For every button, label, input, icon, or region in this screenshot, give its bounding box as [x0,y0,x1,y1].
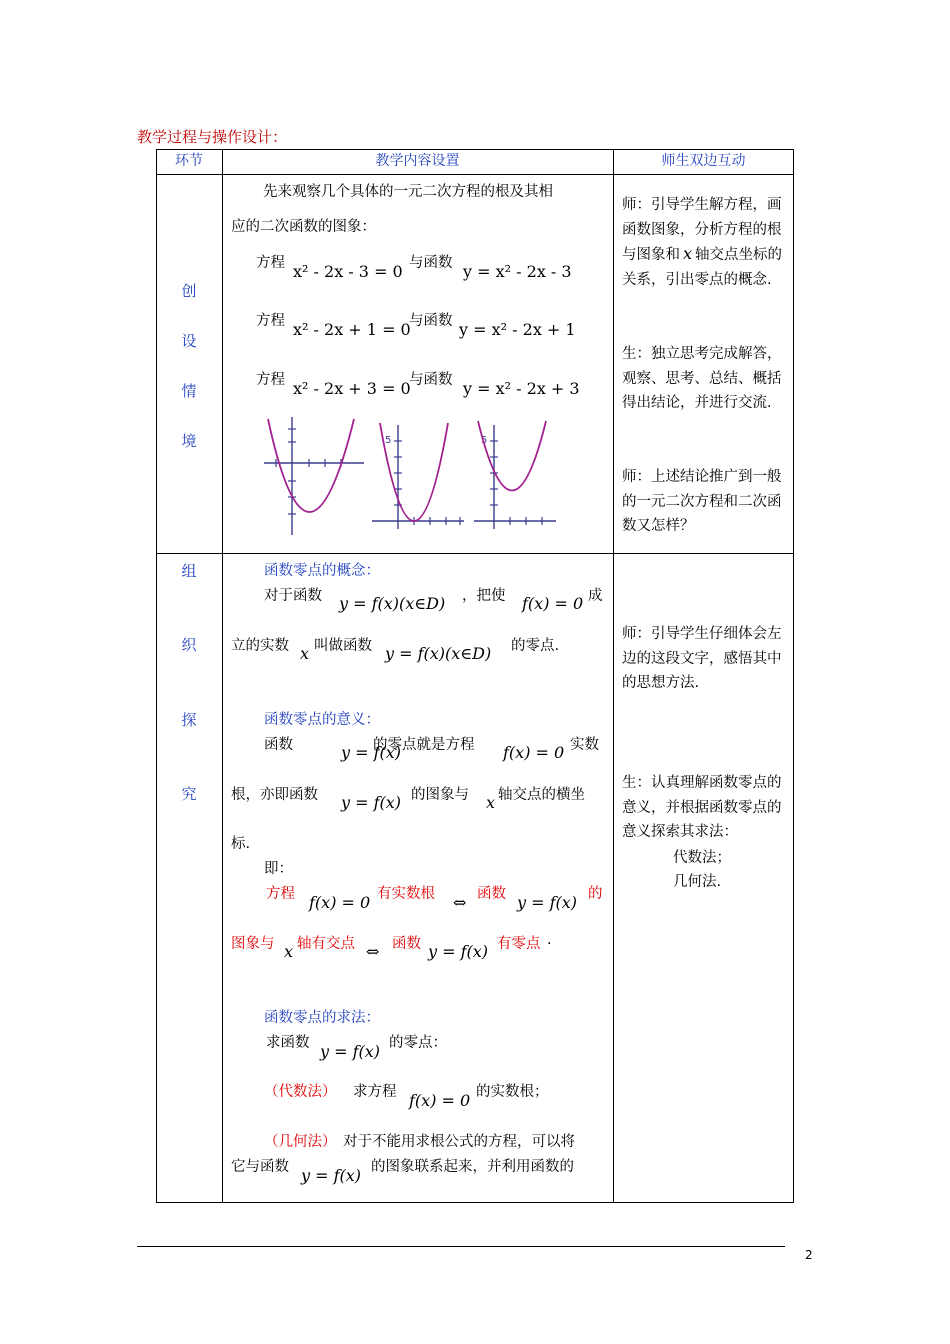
method-algebraic: 代数法； [673,850,731,866]
stage-label-char: 境 [181,432,197,450]
math-expression: f(x) = 0 [522,594,584,613]
math-variable: x [486,793,496,812]
relation-text: 方程 [266,886,295,902]
student-note-2: 生：认真理解函数零点的意义，并根据函数零点的意义探索其求法： [622,775,782,840]
relation-text: . [547,932,552,948]
meaning-text: 轴交点的横坐 [498,787,585,803]
concept-title: 函数零点的概念： [264,563,380,579]
equation-3: x² - 2x + 3 = 0 [293,379,411,398]
method-text: 它与函数 [231,1159,289,1175]
stage-label-char: 探 [181,711,197,729]
math-variable: x [300,644,310,663]
eq-label: 方程 [256,372,285,388]
method-text: 求方程 [353,1084,397,1100]
intro-line-2: 应的二次函数的图象： [231,219,376,235]
lesson-table [156,149,794,1203]
method-title: 函数零点的求法： [264,1010,380,1026]
equation-2: x² - 2x + 1 = 0 [293,320,411,339]
student-note-1: 生：独立思考完成解答，观察、思考、总结、概括得出结论，并进行交流. [622,346,782,411]
meaning-text: 根，亦即函数 [231,787,318,803]
math-expression: y = f(x) [341,793,402,812]
algebraic-method-label: （代数法） [264,1084,337,1100]
intro-line-1: 先来观察几个具体的一元二次方程的根及其相 [263,184,553,200]
method-text: 的图象联系起来，并利用函数的 [371,1159,574,1175]
stage-label-char: 设 [181,332,197,350]
stage-label-char: 情 [181,382,197,400]
math-expression: f(x) = 0 [309,893,371,912]
concept-text: 成 [588,588,603,604]
meaning-text: 标. [231,836,251,852]
method-text: 的零点： [389,1035,447,1051]
teacher-note-2: 师：上述结论推广到一般的一元二次方程和二次函数又怎样？ [622,469,782,534]
math-expression: y = f(x)(x∈D) [339,594,446,613]
teacher-note-3: 师：引导学生仔细体会左边的这段文字，感悟其中的思想方法. [622,626,782,691]
function-1: y = x² - 2x - 3 [463,262,572,281]
equation-1: x² - 2x - 3 = 0 [293,262,403,281]
func-label: 与函数 [409,255,453,271]
concept-text: 立的实数 [231,638,289,654]
math-expression: y = f(x) [428,942,489,961]
header-interaction: 师生双边互动 [661,153,746,169]
method-geometric: 几何法. [673,874,722,890]
math-expression: f(x) = 0 [409,1091,471,1110]
page-number: 2 [805,1248,813,1262]
eq-label: 方程 [256,255,285,271]
stage-label-char: 创 [181,282,197,300]
teacher-note-1: 师：引导学生解方程，画函数图象，分析方程的根与图象和 x 轴交点坐标的关系，引出零点的概念. [622,197,783,288]
axis-tick-label: 5 [385,435,392,446]
math-variable: x [284,942,294,961]
relation-text: 有实数根 [377,886,435,902]
relation-text: 图象与 [231,936,275,952]
function-2: y = x² - 2x + 1 [459,320,576,339]
header-stage: 环节 [175,153,203,169]
concept-text: ，把使 [462,588,506,604]
function-3: y = x² - 2x + 3 [463,379,580,398]
relation-text: 函数 [392,936,421,952]
page-heading: 教学过程与操作设计： [137,128,288,146]
method-text: 对于不能用求根公式的方程，可以将 [343,1134,575,1150]
relation-text: 函数 [477,886,506,902]
parabola-graph-2 [372,417,464,529]
func-label: 与函数 [409,372,453,388]
geometric-method-label: （几何法） [264,1134,337,1150]
method-text: 的实数根； [476,1084,549,1100]
method-text: 求函数 [266,1035,310,1051]
meaning-text: 函数 [264,737,293,753]
func-label: 与函数 [409,313,453,329]
meaning-text: 实数 [570,737,599,753]
math-expression: y = f(x) [320,1042,381,1061]
concept-text: 叫做函数 [314,638,372,654]
parabola-graph-3 [474,417,556,529]
stage-label-char: 织 [181,636,197,654]
stage-label-char: 组 [181,562,197,580]
footer-divider [137,1246,785,1247]
header-content: 教学内容设置 [375,153,460,169]
math-expression: f(x) = 0 [503,743,565,762]
math-expression: y = f(x)(x∈D) [385,644,492,663]
concept-text: 的零点. [511,638,560,654]
meaning-text: 的零点就是方程 [373,737,475,753]
meaning-text: 即： [264,861,293,877]
axis-tick-label: 5 [481,435,488,446]
concept-text: 对于函数 [264,588,322,604]
relation-text: 有零点 [497,936,541,952]
math-expression: y = f(x) [341,743,402,762]
meaning-text: 的图象与 [411,787,469,803]
equivalence-arrow: ⇔ [366,942,380,961]
stage-label-char: 究 [181,785,197,803]
math-expression: y = f(x) [517,893,578,912]
eq-label: 方程 [256,313,285,329]
relation-text: 轴有交点 [297,936,355,952]
meaning-title: 函数零点的意义： [264,712,380,728]
equivalence-arrow: ⇔ [453,893,467,912]
math-expression: y = f(x) [301,1166,362,1185]
parabola-graph-1 [264,417,364,535]
relation-text: 的 [588,886,603,902]
